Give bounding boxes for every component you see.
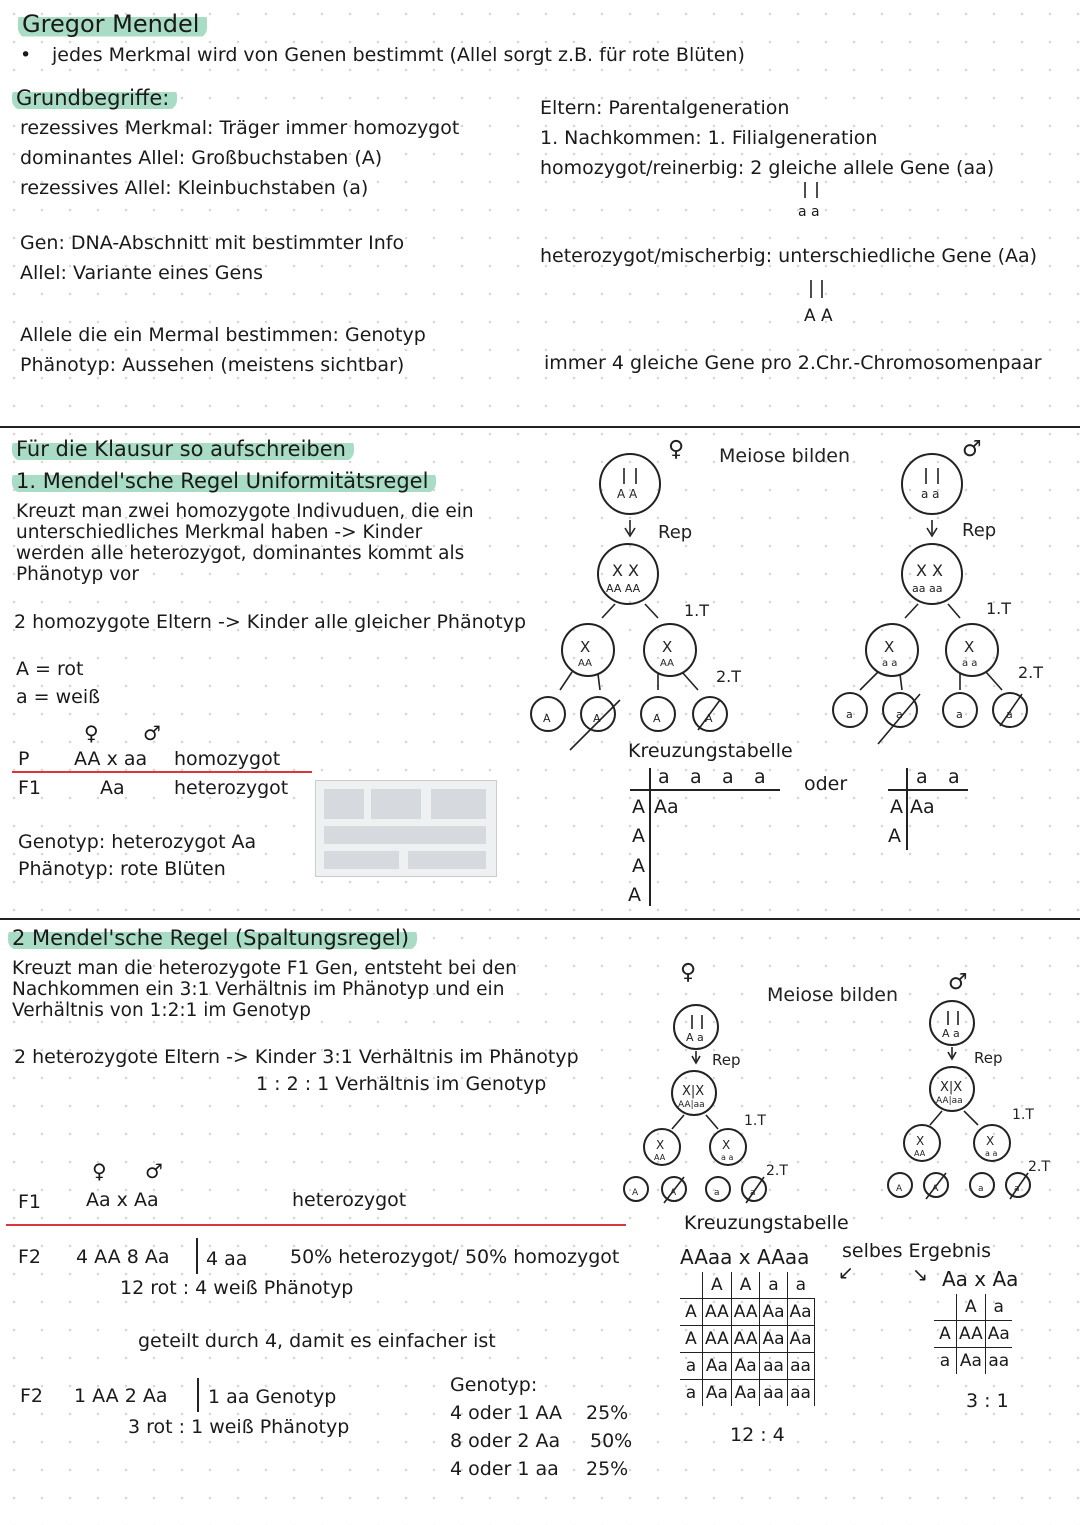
meiose-label: Meiose bilden bbox=[719, 445, 851, 467]
svg-text:AA: AA bbox=[578, 658, 592, 669]
small-cross-label: Aa x Aa bbox=[942, 1267, 1019, 1291]
rule1-description: Kreuzt man zwei homozygote Indivuduen, die ein unterschiedliches Merkmal haben -> Kinder werden alle heterozygot, dominantes kommt als Phänotyp vor bbox=[16, 501, 474, 585]
exam-heading: Für die Klausur so aufschreiben bbox=[12, 437, 354, 462]
svg-text:Rep: Rep bbox=[712, 1051, 741, 1069]
svg-text:A: A bbox=[593, 712, 601, 725]
table1-row-label: A bbox=[632, 796, 645, 818]
f1-label: F1 bbox=[18, 777, 42, 799]
p-type: homozygot bbox=[174, 748, 281, 770]
rule2-description: Kreuzt man die heterozygote F1 Gen, entsteht bei den Nachkommen ein 3:1 Verhältnis im Phänotyp und ein Verhältnis von 1:2:1 im Genotyp bbox=[12, 958, 517, 1021]
table-row: a Aa Aa aa aa bbox=[680, 1353, 814, 1380]
definition-line: Eltern: Parentalgeneration bbox=[540, 97, 790, 119]
crossing-table-title: Kreuzungstabelle bbox=[628, 740, 793, 762]
table-row: A AA Aa bbox=[934, 1321, 1012, 1348]
svg-text:X: X bbox=[964, 638, 975, 656]
f2-reduced-phenotype: 3 rot : 1 weiß Phänotyp bbox=[128, 1416, 350, 1438]
textbook-photo bbox=[315, 780, 497, 877]
table1-row-label: A bbox=[628, 884, 641, 906]
section-divider bbox=[0, 918, 1080, 920]
definition-line: homozygot/reinerbig: 2 gleiche allele Gene (aa) bbox=[540, 157, 995, 179]
svg-text:2.T: 2.T bbox=[1028, 1159, 1050, 1175]
legend-a: a = weiß bbox=[16, 686, 101, 708]
section-divider bbox=[0, 426, 1080, 428]
meiosis-diagram-uniformity bbox=[520, 432, 1080, 762]
meiosis-diagram-segregation bbox=[620, 955, 1070, 1210]
definition-line: rezessives Merkmal: Träger immer homozygot bbox=[20, 117, 460, 139]
svg-text:X: X bbox=[916, 1134, 925, 1148]
svg-text:a a: a a bbox=[921, 487, 940, 501]
arrow-left-icon: ↙ bbox=[838, 1262, 854, 1284]
table2-header-cell: a bbox=[948, 766, 960, 788]
svg-text:A: A bbox=[632, 1188, 639, 1198]
female-symbol: ♀ bbox=[680, 960, 697, 985]
rule2-title: 2 Mendel'sche Regel (Spaltungsregel) bbox=[8, 926, 417, 951]
svg-text:a: a bbox=[896, 708, 903, 721]
definition-line: heterozygot/mischerbig: unterschiedliche Gene (Aa) bbox=[540, 245, 1038, 267]
f2-reduced-left: 1 AA 2 Aa bbox=[74, 1385, 168, 1407]
p-label: P bbox=[18, 748, 30, 770]
svg-text:A: A bbox=[932, 1184, 939, 1194]
genotype-title: Genotyp: bbox=[450, 1374, 538, 1396]
oder-label: oder bbox=[804, 773, 848, 795]
male-symbol: ♂ bbox=[962, 437, 982, 462]
svg-text:A a: A a bbox=[686, 1031, 704, 1044]
svg-text:a a: a a bbox=[962, 658, 978, 669]
svg-text:AA: AA bbox=[914, 1149, 926, 1158]
svg-text:Rep: Rep bbox=[962, 520, 997, 541]
svg-text:a: a bbox=[978, 1184, 984, 1194]
svg-text:X|X: X|X bbox=[940, 1080, 963, 1095]
f2-genotypes-left: 4 AA 8 Aa bbox=[76, 1246, 170, 1268]
male-symbol: ♂ bbox=[145, 1159, 163, 1183]
rule2-summary-genotype: 1 : 2 : 1 Verhältnis im Genotyp bbox=[256, 1073, 547, 1095]
svg-text:AA|aa: AA|aa bbox=[678, 1100, 705, 1110]
table1-vline bbox=[649, 768, 651, 906]
genotype-pct: 25% bbox=[586, 1402, 629, 1424]
genotype-pct: 25% bbox=[586, 1458, 629, 1480]
same-result-label: selbes Ergebnis bbox=[842, 1240, 992, 1262]
svg-text:a a: a a bbox=[721, 1153, 734, 1162]
rule1-title: 1. Mendel'sche Regel Uniformitätsregel bbox=[12, 469, 436, 494]
svg-text:a: a bbox=[846, 708, 853, 721]
definition-line: dominantes Allel: Großbuchstaben (A) bbox=[20, 147, 383, 169]
svg-text:X: X bbox=[986, 1134, 995, 1148]
aa-label: a a bbox=[798, 204, 820, 220]
table1-hline bbox=[630, 789, 780, 791]
f2-percentages: 50% heterozygot/ 50% homozygot bbox=[290, 1246, 620, 1268]
svg-text:X|X: X|X bbox=[682, 1084, 705, 1099]
svg-text:A: A bbox=[670, 1188, 677, 1198]
svg-text:AA: AA bbox=[660, 658, 674, 669]
table1-row-label: A bbox=[632, 825, 645, 847]
f2-reduced-right: 1 aa Genotyp bbox=[208, 1386, 337, 1408]
rule1-summary: 2 homozygote Eltern -> Kinder alle gleicher Phänotyp bbox=[14, 611, 527, 633]
table-row: A a bbox=[934, 1294, 1012, 1321]
svg-text:a: a bbox=[1006, 708, 1013, 721]
svg-text:2.T: 2.T bbox=[766, 1163, 788, 1179]
svg-text:AA|aa: AA|aa bbox=[936, 1096, 963, 1106]
genotype-row: 8 oder 2 Aa bbox=[450, 1430, 561, 1452]
p-cross: AA x aa bbox=[74, 748, 148, 770]
svg-text:2.T: 2.T bbox=[1018, 663, 1044, 682]
table1-cell: Aa bbox=[654, 796, 679, 818]
table1-header-cell: a bbox=[722, 766, 734, 788]
f1-genotype: Aa bbox=[100, 777, 125, 799]
crossing-table-title: Kreuzungstabelle bbox=[684, 1212, 849, 1234]
svg-text:A: A bbox=[705, 712, 713, 725]
svg-text:X: X bbox=[662, 638, 673, 656]
svg-text:X: X bbox=[580, 638, 591, 656]
f2-genotypes-right: 4 aa bbox=[206, 1248, 248, 1270]
svg-text:A a: A a bbox=[942, 1027, 960, 1040]
svg-text:X: X bbox=[722, 1138, 731, 1152]
genotype-row: 4 oder 1 aa bbox=[450, 1458, 559, 1480]
table1-header-cell: a bbox=[658, 766, 670, 788]
svg-text:a: a bbox=[956, 708, 963, 721]
definition-line: Allele die ein Mermal bestimmen: Genotyp bbox=[20, 324, 426, 346]
definition-line: immer 4 gleiche Gene pro 2.Chr.-Chromosomenpaar bbox=[544, 352, 1042, 374]
big-punnett-table bbox=[680, 1272, 815, 1406]
divider-line bbox=[197, 1378, 199, 1412]
genotype-row: 4 oder 1 AA bbox=[450, 1402, 563, 1424]
arrow-right-icon: ↘ bbox=[912, 1264, 928, 1286]
f2-label: F2 bbox=[20, 1385, 44, 1407]
AA-label: A A bbox=[804, 306, 833, 326]
svg-text:1.T: 1.T bbox=[986, 599, 1012, 618]
table2-row-label: A bbox=[888, 825, 901, 847]
page-title: Gregor Mendel bbox=[18, 10, 207, 38]
svg-text:A A: A A bbox=[617, 487, 638, 501]
big-cross-label: AAaa x AAaa bbox=[680, 1245, 810, 1269]
svg-text:Rep: Rep bbox=[658, 522, 693, 543]
table-row: a Aa Aa aa aa bbox=[680, 1380, 814, 1407]
table1-header-cell: a bbox=[690, 766, 702, 788]
table2-vline bbox=[906, 768, 908, 850]
bullet-dot: • bbox=[20, 44, 32, 66]
divider-line bbox=[196, 1238, 198, 1274]
table-row: a Aa aa bbox=[934, 1348, 1012, 1375]
red-underline bbox=[12, 771, 312, 773]
svg-text:A: A bbox=[653, 712, 661, 725]
definition-line: Phänotyp: Aussehen (meistens sichtbar) bbox=[20, 354, 405, 376]
svg-text:1.T: 1.T bbox=[1012, 1107, 1034, 1123]
svg-text:X X: X X bbox=[916, 561, 944, 580]
svg-text:a: a bbox=[750, 1188, 756, 1198]
f1-type: heterozygot bbox=[292, 1189, 407, 1211]
svg-text:aa aa: aa aa bbox=[912, 582, 943, 595]
svg-text:2.T: 2.T bbox=[716, 667, 742, 686]
table2-header-cell: a bbox=[916, 766, 928, 788]
legend-A: A = rot bbox=[16, 658, 84, 680]
svg-text:X: X bbox=[656, 1138, 665, 1152]
svg-text:X X: X X bbox=[612, 561, 640, 580]
small-table-ratio: 3 : 1 bbox=[966, 1390, 1009, 1412]
f2-label: F2 bbox=[18, 1246, 42, 1268]
table-row: A AA AA Aa Aa bbox=[680, 1326, 814, 1353]
divide-note: geteilt durch 4, damit es einfacher ist bbox=[138, 1330, 496, 1352]
table-row: A AA AA Aa Aa bbox=[680, 1299, 814, 1326]
table2-row-label: A bbox=[890, 796, 903, 818]
male-symbol: ♂ bbox=[948, 970, 968, 995]
meiose-label: Meiose bilden bbox=[767, 984, 899, 1006]
svg-text:A: A bbox=[896, 1184, 903, 1194]
intro-bullet: jedes Merkmal wird von Genen bestimmt (Allel sorgt z.B. für rote Blüten) bbox=[52, 44, 745, 66]
svg-text:a a: a a bbox=[985, 1149, 998, 1158]
svg-text:a a: a a bbox=[882, 658, 898, 669]
svg-text:Rep: Rep bbox=[974, 1049, 1003, 1067]
male-symbol: ♂ bbox=[143, 721, 161, 745]
definition-line: Allel: Variante eines Gens bbox=[20, 262, 264, 284]
female-symbol: ♀ bbox=[84, 721, 99, 745]
svg-text:a: a bbox=[714, 1188, 720, 1198]
svg-text:A: A bbox=[543, 712, 551, 725]
definition-line: Gen: DNA-Abschnitt mit bestimmter Info bbox=[20, 232, 405, 254]
genotype-pct: 50% bbox=[590, 1430, 633, 1452]
table-row: A A a a bbox=[680, 1272, 814, 1299]
small-punnett-table bbox=[934, 1294, 1012, 1374]
grundbegriffe-heading: Grundbegriffe: bbox=[12, 86, 177, 111]
f2-phenotype-ratio: 12 rot : 4 weiß Phänotyp bbox=[120, 1277, 354, 1299]
definition-line: 1. Nachkommen: 1. Filialgeneration bbox=[540, 127, 878, 149]
svg-text:a: a bbox=[1014, 1184, 1020, 1194]
table1-header-cell: a bbox=[754, 766, 766, 788]
phenotype-result: Phänotyp: rote Blüten bbox=[18, 858, 226, 880]
red-underline bbox=[6, 1224, 626, 1226]
female-symbol: ♀ bbox=[92, 1159, 107, 1183]
female-symbol: ♀ bbox=[668, 437, 685, 462]
definition-line: rezessives Allel: Kleinbuchstaben (a) bbox=[20, 177, 369, 199]
svg-text:1.T: 1.T bbox=[744, 1113, 766, 1129]
genotype-result: Genotyp: heterozygot Aa bbox=[18, 831, 257, 853]
f1-cross: Aa x Aa bbox=[86, 1189, 159, 1211]
svg-text:1.T: 1.T bbox=[684, 601, 710, 620]
table1-row-label: A bbox=[632, 855, 645, 877]
svg-text:AA AA: AA AA bbox=[606, 582, 641, 595]
rule2-summary: 2 heterozygote Eltern -> Kinder 3:1 Verhältnis im Phänotyp bbox=[14, 1046, 579, 1068]
table2-hline bbox=[888, 789, 968, 791]
table2-cell: Aa bbox=[910, 796, 935, 818]
f1-type: heterozygot bbox=[174, 777, 289, 799]
svg-text:X: X bbox=[884, 638, 895, 656]
svg-text:AA: AA bbox=[654, 1153, 666, 1162]
f1-label: F1 bbox=[18, 1191, 42, 1213]
big-table-ratio: 12 : 4 bbox=[730, 1424, 785, 1446]
